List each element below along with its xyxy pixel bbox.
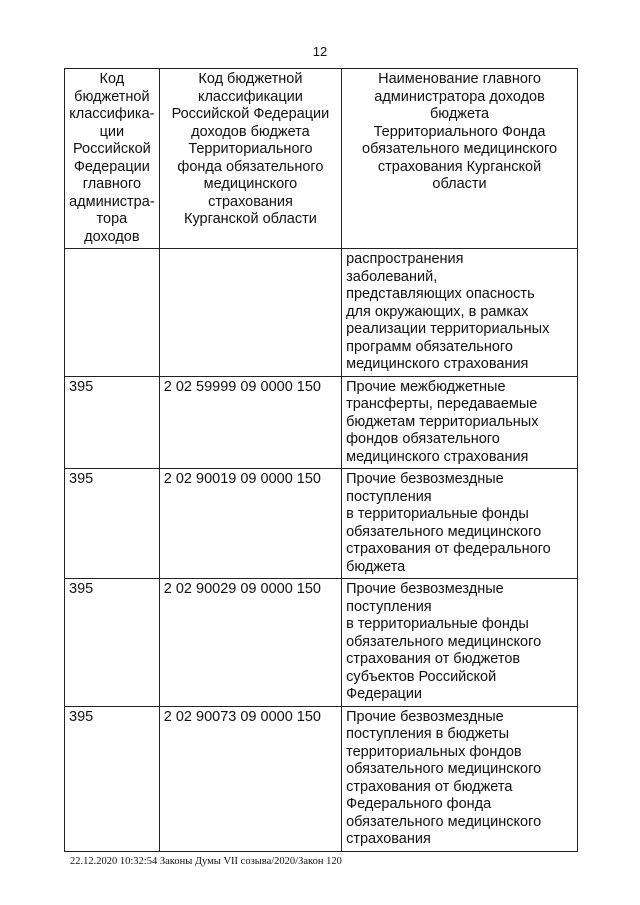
admin-code-cell: 395 — [65, 706, 160, 851]
admin-name-cell: Прочие межбюджетные трансферты, передаваемые бюджетам территориальных фондов обязательного медицинского страхования — [342, 376, 578, 469]
budget-code-cell: 2 02 90019 09 0000 150 — [159, 469, 341, 579]
admin-name-cell: Прочие безвозмездные поступления в бюджеты территориальных фондов обязательного медицинского страхования от бюджета Федерального фонда обязательного медицинского страхования — [342, 706, 578, 851]
admin-code-cell: 395 — [65, 579, 160, 707]
table-row — [65, 706, 578, 851]
header-budget-code: Код бюджетной классификации Российской Федерации доходов бюджета Территориального фонда обязательного медицинского страхования Курганской области — [159, 69, 341, 249]
budget-classification-table — [64, 68, 578, 852]
admin-name-cell: распространения заболеваний, представляющих опасность для окружающих, в рамках реализации территориальных программ обязательного медицинского страхования — [342, 249, 578, 377]
admin-name-cell: Прочие безвозмездные поступления в территориальные фонды обязательного медицинского страхования от федерального бюджета — [342, 469, 578, 579]
table-header-row — [65, 69, 578, 249]
budget-code-cell: 2 02 90073 09 0000 150 — [159, 706, 341, 851]
table-row — [65, 376, 578, 469]
table-row — [65, 249, 578, 377]
table-row — [65, 469, 578, 579]
budget-code-cell: 2 02 90029 09 0000 150 — [159, 579, 341, 707]
admin-name-cell: Прочие безвозмездные поступления в территориальные фонды обязательного медицинского страхования от бюджетов субъектов Российской Федерации — [342, 579, 578, 707]
budget-code-cell: 2 02 59999 09 0000 150 — [159, 376, 341, 469]
budget-code-cell — [159, 249, 341, 377]
page-number: 12 — [312, 44, 328, 59]
header-admin-name: Наименование главного администратора доходов бюджета Территориального Фонда обязательного медицинского страхования Курганской области — [342, 69, 578, 249]
admin-code-cell: 395 — [65, 376, 160, 469]
admin-code-cell — [65, 249, 160, 377]
admin-code-cell: 395 — [65, 469, 160, 579]
table-row — [65, 579, 578, 707]
document-footer: 22.12.2020 10:32:54 Законы Думы VII созыва/2020/Закон 120 — [70, 856, 342, 867]
header-admin-code: Код бюджетной классифика- ции Российской Федерации главного администра- тора доходов — [65, 69, 160, 249]
